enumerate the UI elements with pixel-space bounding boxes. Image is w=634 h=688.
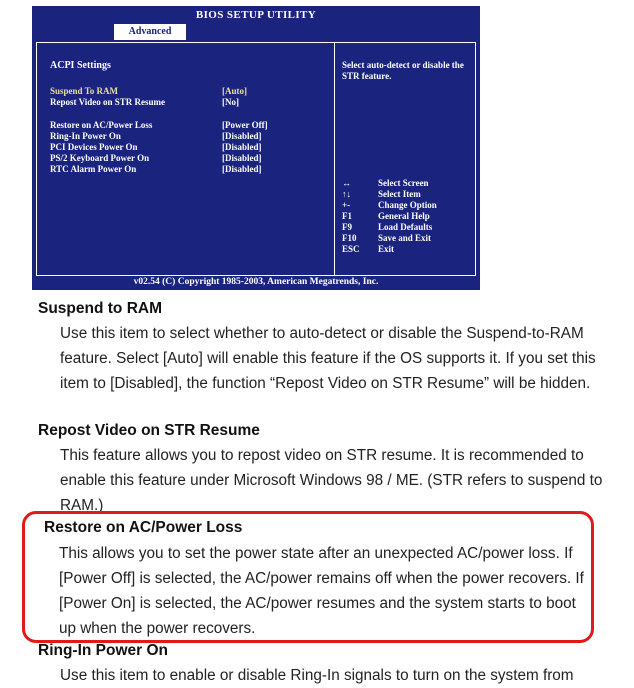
bios-key-hint: ESC Exit	[342, 244, 395, 254]
section-title-repost-video: Repost Video on STR Resume	[38, 422, 260, 439]
bios-setting-label[interactable]: Suspend To RAM	[50, 86, 119, 96]
bios-key-hint: F10 Save and Exit	[342, 233, 432, 243]
bios-help-text: Select auto-detect or disable the STR feature.	[342, 60, 464, 81]
bios-setting-label[interactable]: RTC Alarm Power On	[50, 164, 137, 174]
bios-section-header: ACPI Settings	[50, 60, 111, 71]
bios-setting-value[interactable]: [Disabled]	[222, 153, 262, 163]
bios-copyright-footer: v02.54 (C) Copyright 1985-2003, American Megatrends, Inc.	[133, 277, 379, 287]
section-title-ring-in-power-on: Ring-In Power On	[38, 642, 169, 659]
bios-title: BIOS SETUP UTILITY	[195, 9, 317, 21]
bios-key-hint: F9 Load Defaults	[342, 222, 433, 232]
section-title-restore-ac-power-loss: Restore on AC/Power Loss	[44, 519, 243, 536]
bios-key-hint: +- Change Option	[342, 200, 437, 210]
bios-setting-label[interactable]: Restore on AC/Power Loss	[50, 120, 153, 130]
bios-key-hint: ↔ Select Screen	[342, 178, 429, 188]
key-select-screen-icon: ↔	[342, 178, 351, 188]
key-select-item-icon: ↑↓	[342, 189, 351, 199]
bios-setting-value[interactable]: [Disabled]	[222, 131, 262, 141]
bios-setting-value[interactable]: [Power Off]	[222, 120, 268, 130]
bios-setting-value[interactable]: [Disabled]	[222, 142, 262, 152]
bios-setting-label[interactable]: PCI Devices Power On	[50, 142, 138, 152]
bios-key-hint: F1 General Help	[342, 211, 430, 221]
bios-setting-value[interactable]: [No]	[222, 97, 239, 107]
section-body-restore-ac-power-loss: This allows you to set the power state after an unexpected AC/power loss. If [Power Off] is selected, the AC/power remains off when the power recovers. If [Power On] is selected, the AC/power resumes and the system starts to boot up when the power recovers.	[59, 545, 584, 637]
section-body-repost-video: This feature allows you to repost video on STR resume. It is recommended to enable this feature under Microsoft Windows 98 / ME. (STR refers to suspend to RAM.)	[60, 447, 603, 514]
section-body-suspend-to-ram: Use this item to select whether to auto-detect or disable the Suspend-to-RAM feature. Select [Auto] will enable this feature if the OS supports it. If you set this item to [Disabled], the function “Repost Video on STR Resume” will be hidden.	[60, 325, 596, 392]
bios-setting-label[interactable]: Ring-In Power On	[50, 131, 121, 141]
section-title-suspend-to-ram: Suspend to RAM	[38, 300, 162, 317]
bios-panel-divider	[334, 42, 335, 276]
bios-setting-value[interactable]: [Auto]	[222, 86, 247, 96]
bios-key-hint: ↑↓ Select Item	[342, 189, 421, 199]
bios-setting-label[interactable]: Repost Video on STR Resume	[50, 97, 166, 107]
bios-tab-advanced[interactable]: Advanced	[114, 24, 186, 40]
bios-screenshot	[32, 6, 480, 290]
bios-setting-label[interactable]: PS/2 Keyboard Power On	[50, 153, 150, 163]
bios-setting-value[interactable]: [Disabled]	[222, 164, 262, 174]
section-body-ring-in-power-on: Use this item to enable or disable Ring-In signals to turn on the system from	[60, 667, 574, 684]
